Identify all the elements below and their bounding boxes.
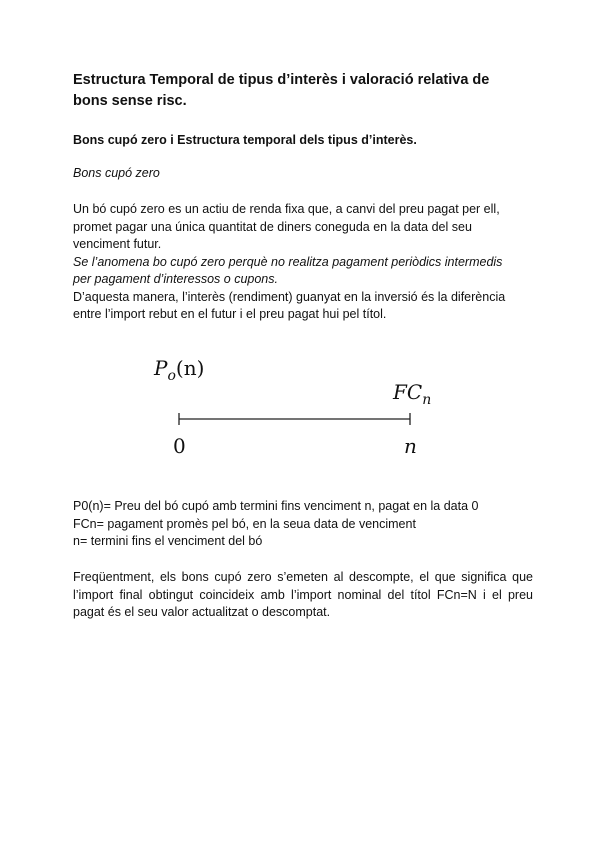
tick-label-start: 0 <box>173 434 186 458</box>
closing-paragraph: Freqüentment, els bons cupó zero s’emeten al descompte, el que significa que l’import final obtingut coincideix amb l’import nominal del títol FCn=N i el preu pagat és el seu valor actualitzat o descomptat. <box>73 570 533 619</box>
price-label-sub: o <box>167 368 176 384</box>
section-heading: Bons cupó zero i Estructura temporal dels tipus d’interès. <box>73 133 417 147</box>
price-label-arg: (n) <box>175 356 205 380</box>
cashflow-label-base: FC <box>393 380 423 404</box>
italic-note-line: Se l’anomena bo cupó zero perquè no realitza pagament periòdics intermedis <box>73 254 503 269</box>
subsection-heading: Bons cupó zero <box>73 166 160 180</box>
italic-note-line: per pagament d’interessos o cupons. <box>73 272 278 286</box>
definitions-list <box>73 498 533 551</box>
title-line-2: bons sense risc. <box>73 93 187 109</box>
price-label-base: P <box>154 356 168 380</box>
title-line-1: Estructura Temporal de tipus d’interès i valoració relativa de <box>73 72 490 88</box>
tick-label-end: n <box>404 434 417 458</box>
intro-paragraph <box>73 201 533 324</box>
paragraph-line: promet pagar una única quantitat de diners coneguda en la data del seu <box>73 219 472 234</box>
timeline-diagram <box>150 350 450 465</box>
paragraph-line: venciment futur. <box>73 237 162 251</box>
definition-item: FCn= pagament promès pel bó, en la seua data de venciment <box>73 516 416 531</box>
definition-item: P0(n)= Preu del bó cupó amb termini fins venciment n, pagat en la data 0 <box>73 499 479 513</box>
paragraph-line: D’aquesta manera, l’interès (rendiment) guanyat en la inversió és la diferència <box>73 289 506 304</box>
document-title <box>73 70 543 112</box>
cashflow-label-sub: n <box>422 392 432 408</box>
definition-item: n= termini fins el venciment del bó <box>73 534 263 548</box>
paragraph-line: Un bó cupó zero es un actiu de renda fixa que, a canvi del preu pagat per ell, <box>73 202 500 216</box>
paragraph-line: entre l’import rebut en el futur i el preu pagat hui pel títol. <box>73 307 387 321</box>
